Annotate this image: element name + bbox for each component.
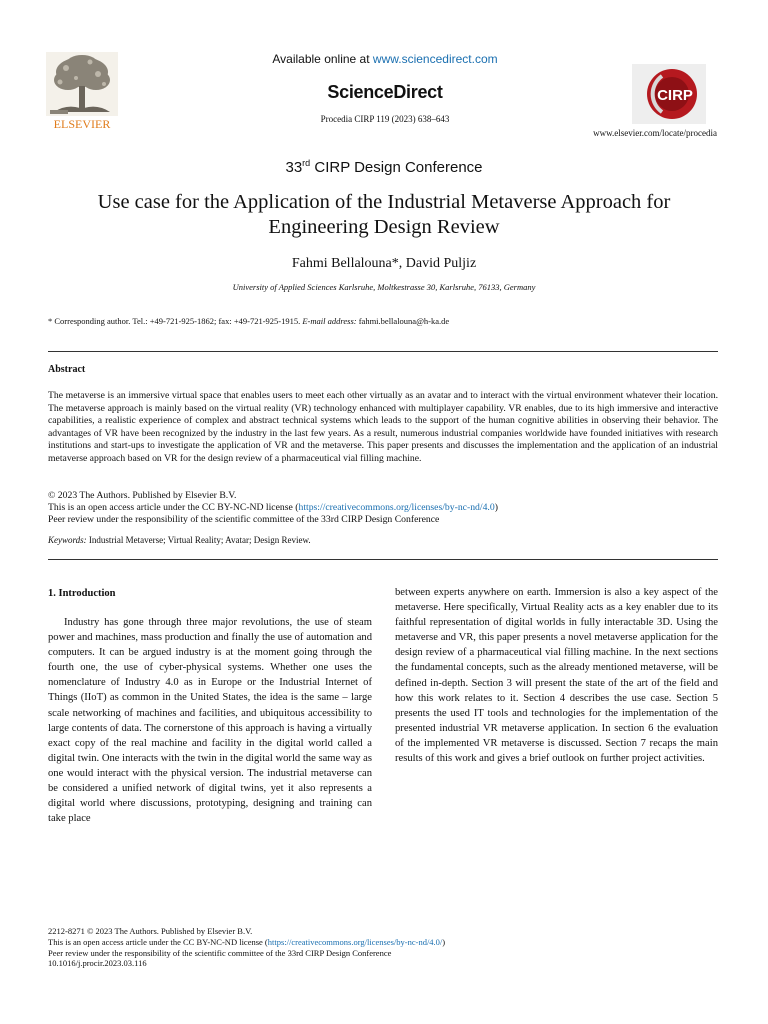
elsevier-logo	[46, 52, 118, 132]
cirp-logo	[632, 64, 706, 124]
elsevier-tree-icon	[46, 52, 118, 132]
footer-license-prefix: This is an open access article under the CC BY-NC-ND license (	[48, 936, 268, 947]
paper-title-line-2: Engineering Design Review	[268, 216, 500, 238]
corresponding-text: * Corresponding author. Tel.: +49-721-925-1862; fax: +49-721-925-1915.	[48, 316, 301, 326]
email-label: E-mail address:	[302, 316, 357, 326]
cirp-logo-text: CIRP	[657, 87, 693, 104]
peer-review-line: Peer review under the responsibility of the scientific committee of the 33rd CIRP Design Conference	[48, 514, 440, 526]
footer-peer-review: Peer review under the responsibility of the scientific committee of the 33rd CIRP Design Conference	[48, 947, 392, 958]
corresponding-author	[48, 316, 718, 326]
conference-ordinal-suffix: rd	[302, 158, 311, 168]
footer-doi[interactable]: 10.1016/j.procir.2023.03.116	[48, 958, 147, 969]
footer-issn-line: 2212-8271 © 2023 The Authors. Published by Elsevier B.V.	[48, 926, 253, 936]
platform-name: ScienceDirect	[327, 82, 443, 102]
conference-ordinal: 33	[285, 159, 303, 176]
authors: Fahmi Bellalouna*, David Puljiz	[291, 256, 477, 271]
keywords-label: Keywords:	[48, 535, 87, 545]
copyright-line: © 2023 The Authors. Published by Elsevier B.V.	[48, 490, 237, 501]
license-link[interactable]: https://creativecommons.org/licenses/by-nc-nd/4.0	[298, 502, 495, 514]
conference-title: CIRP Design Conference	[310, 159, 483, 176]
license-prefix: This is an open access article under the CC BY-NC-ND license (	[48, 502, 299, 514]
journal-url[interactable]: www.elsevier.com/locate/procedia	[593, 128, 717, 138]
section-heading-introduction: 1. Introduction	[48, 588, 116, 599]
cirp-logo-icon	[632, 64, 706, 124]
footer-license-line	[48, 937, 728, 948]
abstract-heading: Abstract	[48, 364, 86, 375]
available-prefix: Available online at	[272, 52, 373, 66]
footer-license-suffix: )	[442, 936, 446, 947]
page-footer	[48, 926, 728, 969]
license-line	[48, 502, 718, 514]
available-online	[200, 52, 570, 66]
divider-bottom	[48, 559, 718, 560]
publisher-name: ELSEVIER	[53, 117, 111, 131]
keywords	[48, 535, 718, 545]
sciencedirect-link[interactable]: www.sciencedirect.com	[372, 52, 498, 66]
intro-left-column: Industry has gone through three major revolutions, the use of steam power and machines, mass production and finally the use of automation and computers. It can be argued industry is at the moment going through the fourth one, the use of cyber-physical systems. Whether one uses the nomenclature of Industry 4.0 as in Europe or the Industrial Internet of Things (IIoT) as common in the United States, the idea is the same – large scale networking of machines and facilities, and ubiquitous accessibility to large contents of data. The cornerstone of this approach is having a virtually exact copy of the real machine and facility in the digital world called a digital twin. One interacts with the twin in the digital world the same way as one would interact with the physical version. The industrial metaverse can be considered a unified network of digital twins, yet it also represents a digital world where discussions, prototyping, designing and training can take place	[48, 617, 372, 825]
paper-title	[40, 190, 728, 240]
conference-name	[0, 158, 768, 176]
affiliation: University of Applied Sciences Karlsruhe, Moltkestrasse 30, Karlsruhe, 76133, Germany	[232, 282, 536, 292]
author-email[interactable]: fahmi.bellalouna@h-ka.de	[358, 316, 450, 326]
abstract-body: The metaverse is an immersive virtual space that enables users to meet each other virtually as an avatar and to interact with the virtual environment whatever their location. The metaverse approach is mainly based on the virtual reality (VR) technology enhanced with multiplayer capability. VR enables, due to its high immersive and interactive capabilities, a realistic experience of complex and abstract technical systems which leads to the support of the human cognitive abilities in observing their behavior. The advantages of VR have been recognized by the industry in the last few years. As a result, numerous industrial companies worldwide have founded initiatives with research institutions and start-ups to investigate the application of VR and the metaverse. This paper presents and discusses the implementation and the application of an industrial metaverse approach based on VR for the design review of a pharmaceutical vial filling machine.	[48, 390, 718, 464]
paper-title-line-1: Use case for the Application of the Industrial Metaverse Approach for	[97, 191, 671, 213]
intro-right-column: between experts anywhere on earth. Immersion is also a key aspect of the metaverse. Here specifically, Virtual Reality acts as a key enabler due to its faithful representation of digital worlds in fully interactable 3D. Using the metaverse and VR, this paper presents a novel metaverse application for the design review of a pharmaceutical vial filling machine. In the next sections the fundamental concepts, such as the already mentioned metaverse, will be defined in-depth. Section 3 will present the state of the art of the field and how this work relates to it. Section 4 describes the use case. Section 5 presents the used IT tools and technologies for the implementation of the presented industrial VR metaverse application. In section 6 the evaluation of the implemented VR metaverse is discussed. Section 7 recaps the main results of this work and gives a brief outlook on further project activities.	[395, 587, 718, 765]
license-suffix: )	[494, 502, 498, 514]
footer-license-link[interactable]: https://creativecommons.org/licenses/by-nc-nd/4.0/	[267, 936, 443, 947]
abstract-copyright	[48, 490, 718, 527]
journal-reference: Procedia CIRP 119 (2023) 638–643	[320, 114, 450, 124]
keywords-list: Industrial Metaverse; Virtual Reality; Avatar; Design Review.	[86, 535, 311, 545]
divider-top	[48, 351, 718, 352]
